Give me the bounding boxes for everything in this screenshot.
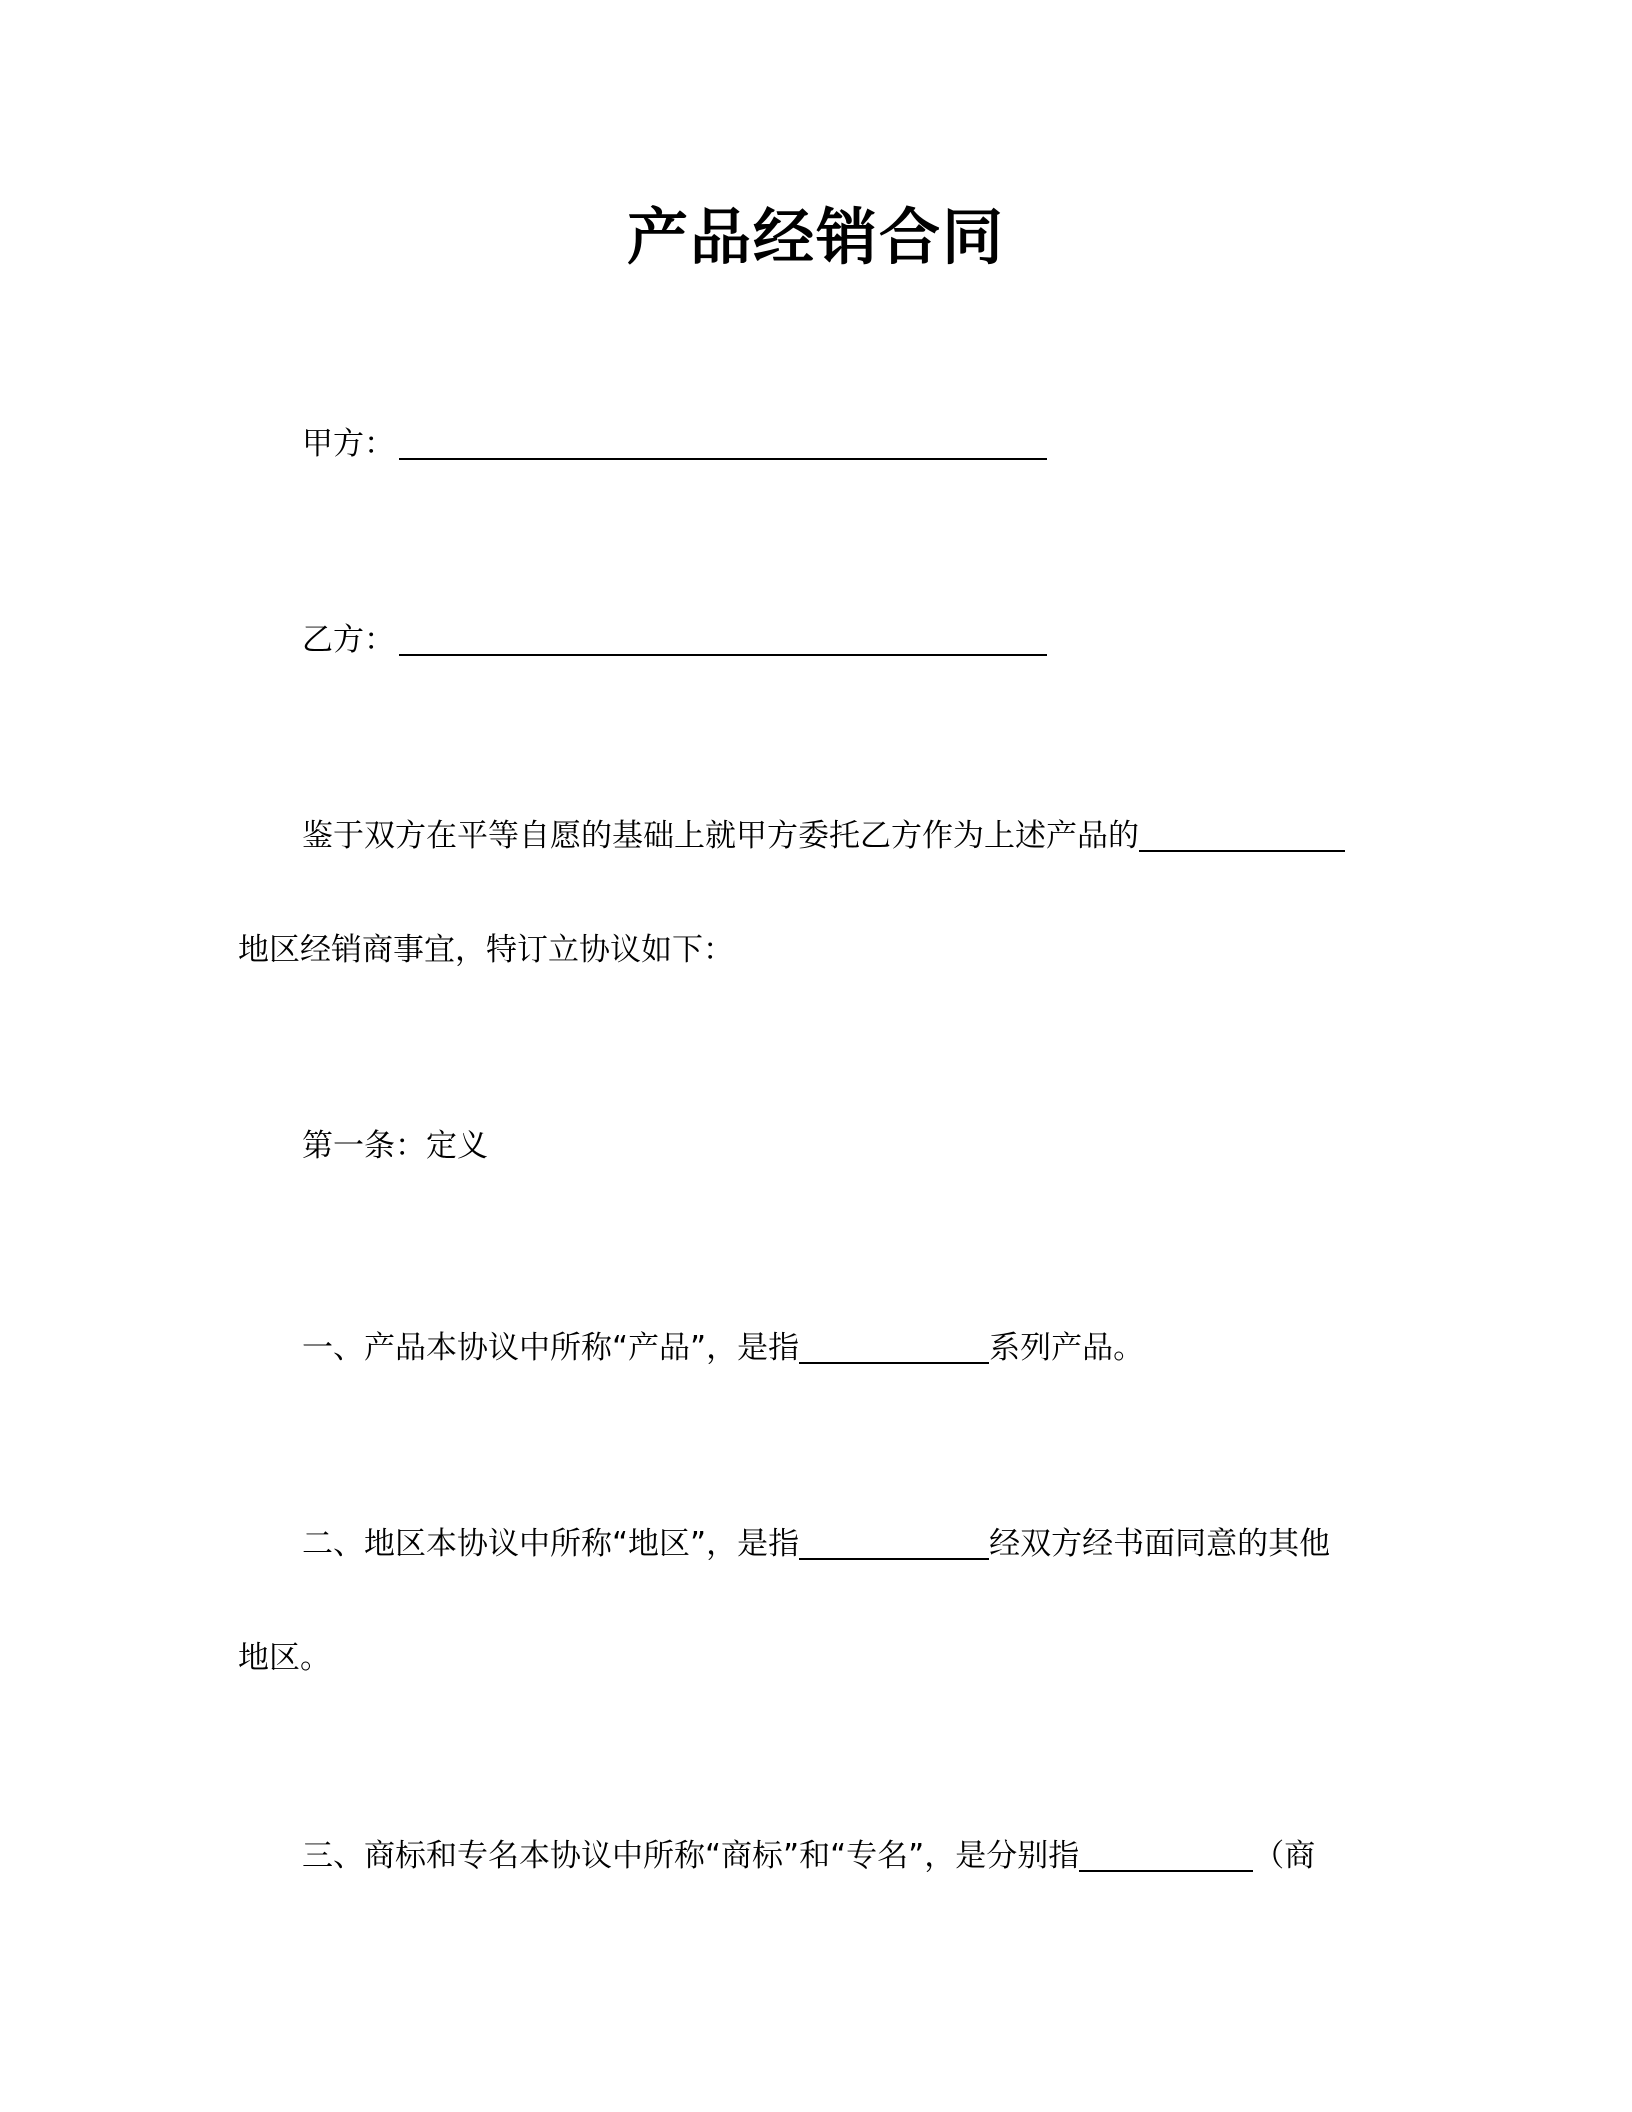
party-b-blank <box>399 618 1047 656</box>
clause-2-continued <box>238 1634 331 1682</box>
trademark-blank <box>1079 1834 1253 1872</box>
territory-blank <box>799 1522 989 1560</box>
intro-line-2 <box>238 926 734 974</box>
intro-text-2: 地区经销商事宜，特订立协议如下： <box>238 932 734 968</box>
region-blank <box>1139 814 1345 852</box>
party-a-label: 甲方： <box>302 426 395 462</box>
clause-1 <box>302 1324 1144 1372</box>
product-blank <box>799 1326 989 1364</box>
intro-line-1 <box>302 812 1345 860</box>
intro-text-1: 鉴于双方在平等自愿的基础上就甲方委托乙方作为上述产品的 <box>302 818 1139 854</box>
article-1-heading <box>302 1122 488 1170</box>
clause-2-text-line-2: 地区。 <box>238 1640 331 1676</box>
article-1-heading-text: 第一条：定义 <box>302 1128 488 1164</box>
party-a-row <box>302 420 1047 468</box>
clause-1-text-before: 一、产品本协议中所称“产品”，是指 <box>302 1330 800 1366</box>
clause-2 <box>302 1520 1330 1568</box>
clause-2-text-after: 经双方经书面同意的其他 <box>989 1526 1331 1562</box>
clause-3 <box>302 1832 1315 1880</box>
clause-3-text-before: 三、商标和专名本协议中所称“商标”和“专名”，是分别指 <box>302 1838 1080 1874</box>
party-b-label: 乙方： <box>302 622 395 658</box>
contract-title: 产品经销合同 <box>626 202 1005 273</box>
party-b-row <box>302 616 1047 664</box>
party-a-blank <box>399 422 1047 460</box>
clause-2-text-before: 二、地区本协议中所称“地区”，是指 <box>302 1526 800 1562</box>
clause-1-text-after: 系列产品。 <box>989 1330 1145 1366</box>
clause-3-text-after: （商 <box>1253 1838 1316 1874</box>
